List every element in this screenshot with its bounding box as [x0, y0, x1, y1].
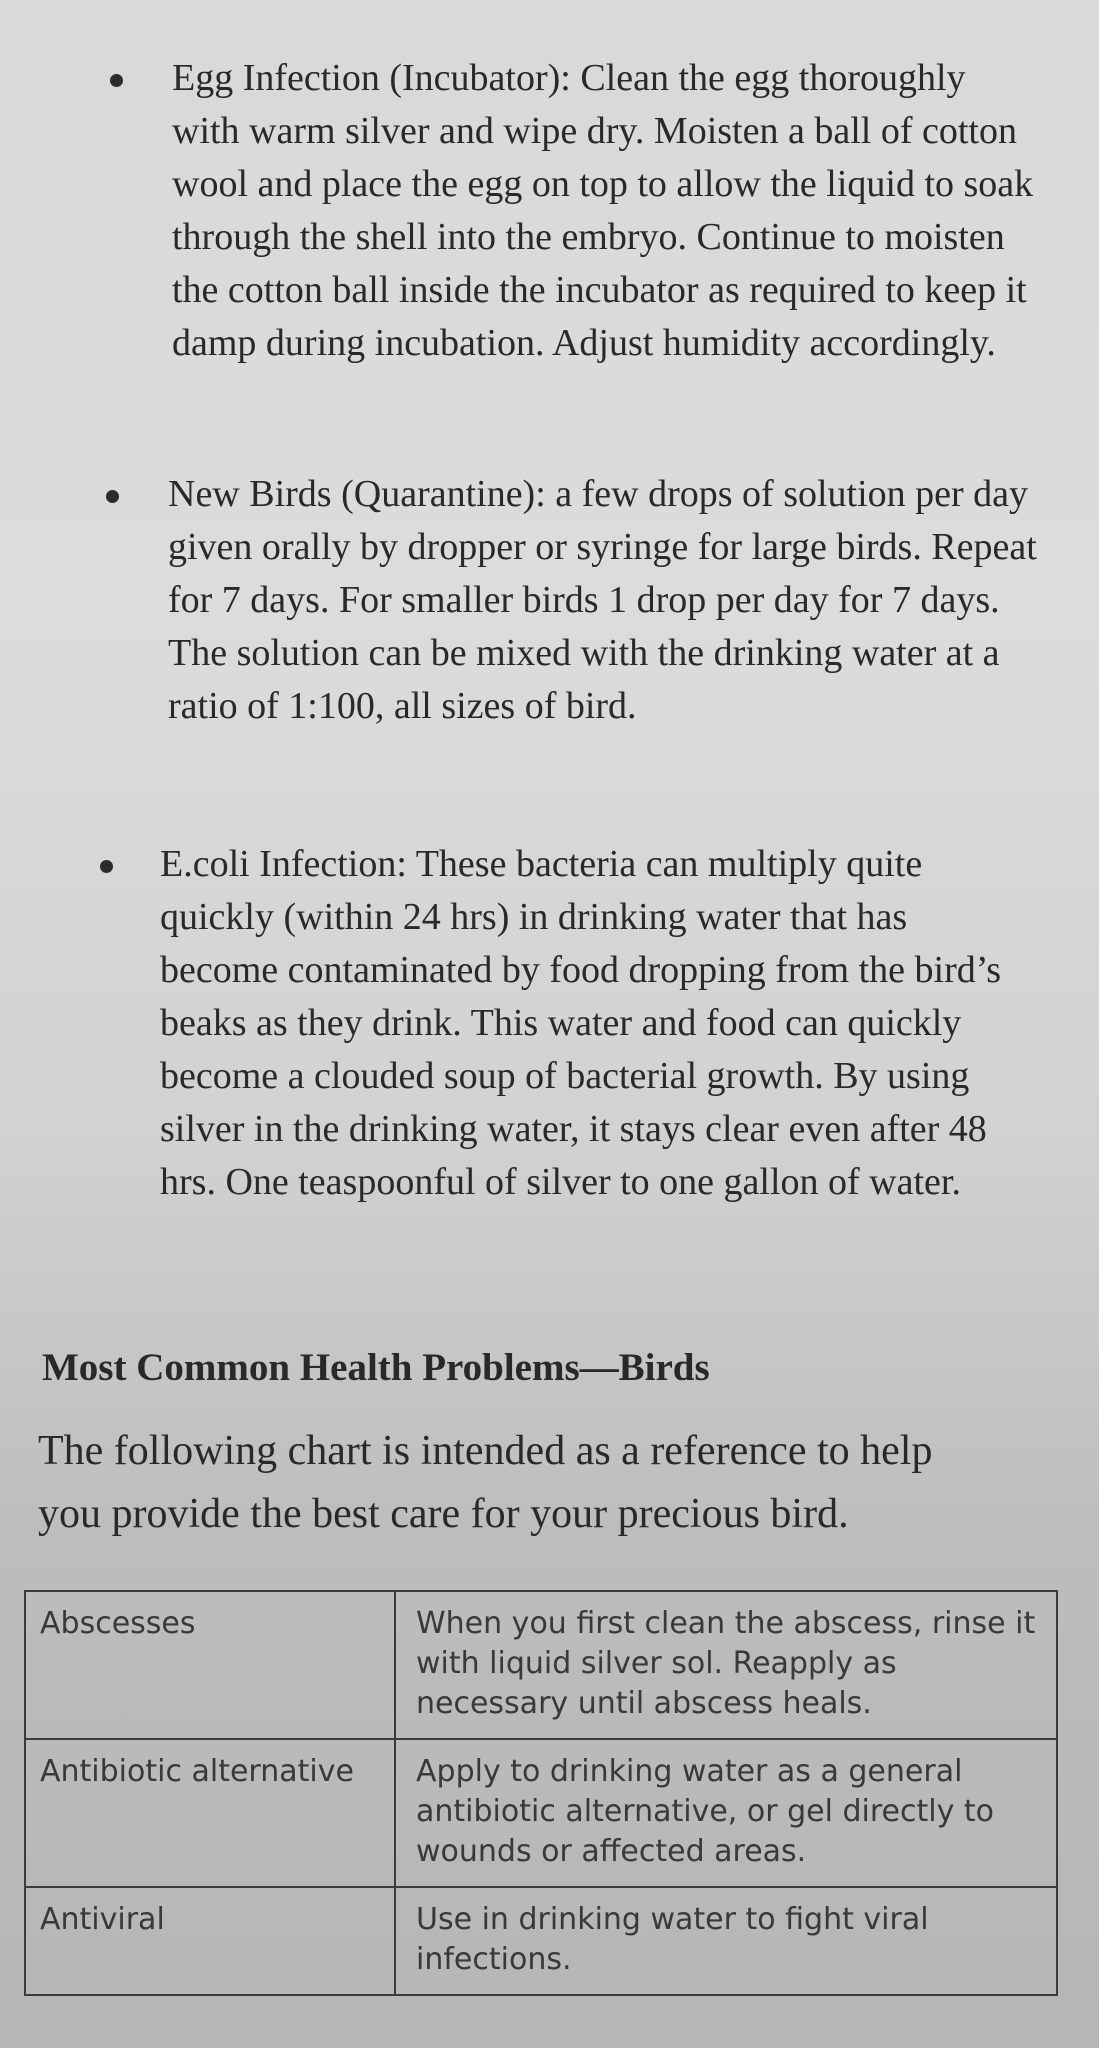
- table-row: [25, 1887, 1057, 1995]
- table-row: [25, 1591, 1057, 1739]
- treatment-cell: Apply to drinking water as a general antibiotic alternative, or gel directly to wounds or affected areas.: [395, 1739, 1057, 1887]
- treatment-cell: When you first clean the abscess, rinse it with liquid silver sol. Reapply as necessary until abscess heals.: [395, 1591, 1057, 1739]
- condition-cell: Abscesses: [25, 1591, 395, 1739]
- treatment-cell: Use in drinking water to fight viral infections.: [395, 1887, 1057, 1995]
- bullet-text: New Birds (Quarantine): a few drops of solution per day given orally by dropper or syringe for large birds. Repeat for 7 days. For smaller birds 1 drop per day for 7 days. The solution can be mixed with the drinking water at a ratio of 1:100, all sizes of bird.: [168, 473, 1037, 727]
- health-problems-chart: [24, 1590, 1058, 1996]
- bullet-dot: [100, 860, 113, 873]
- condition-cell: Antibiotic alternative: [25, 1739, 395, 1887]
- bullet-dot: [106, 490, 119, 503]
- bullet-text: E.coli Infection: These bacteria can multiply quite quickly (within 24 hrs) in drinking water that has become contaminated by food dropping from the bird’s beaks as they drink. This water and food can quickly become a clouded soup of bacterial growth. By using silver in the drinking water, it stays clear even after 48 hrs. One teaspoonful of silver to one gallon of water.: [160, 843, 1002, 1203]
- bullet-dot: [110, 74, 123, 87]
- section-intro: The following chart is intended as a reference to help you provide the best care for your precious bird.: [38, 1428, 933, 1537]
- table-row: [25, 1739, 1057, 1887]
- condition-cell: Antiviral: [25, 1887, 395, 1995]
- bullet-text: Egg Infection (Incubator): Clean the egg thoroughly with warm silver and wipe dry. Moisten a ball of cotton wool and place the egg on top to allow the liquid to soak through the shell into the embryo. Continue to moisten the cotton ball inside the incubator as required to keep it damp during incubation. Adjust humidity accordingly.: [172, 57, 1034, 364]
- section-heading: Most Common Health Problems—Birds: [42, 1346, 710, 1389]
